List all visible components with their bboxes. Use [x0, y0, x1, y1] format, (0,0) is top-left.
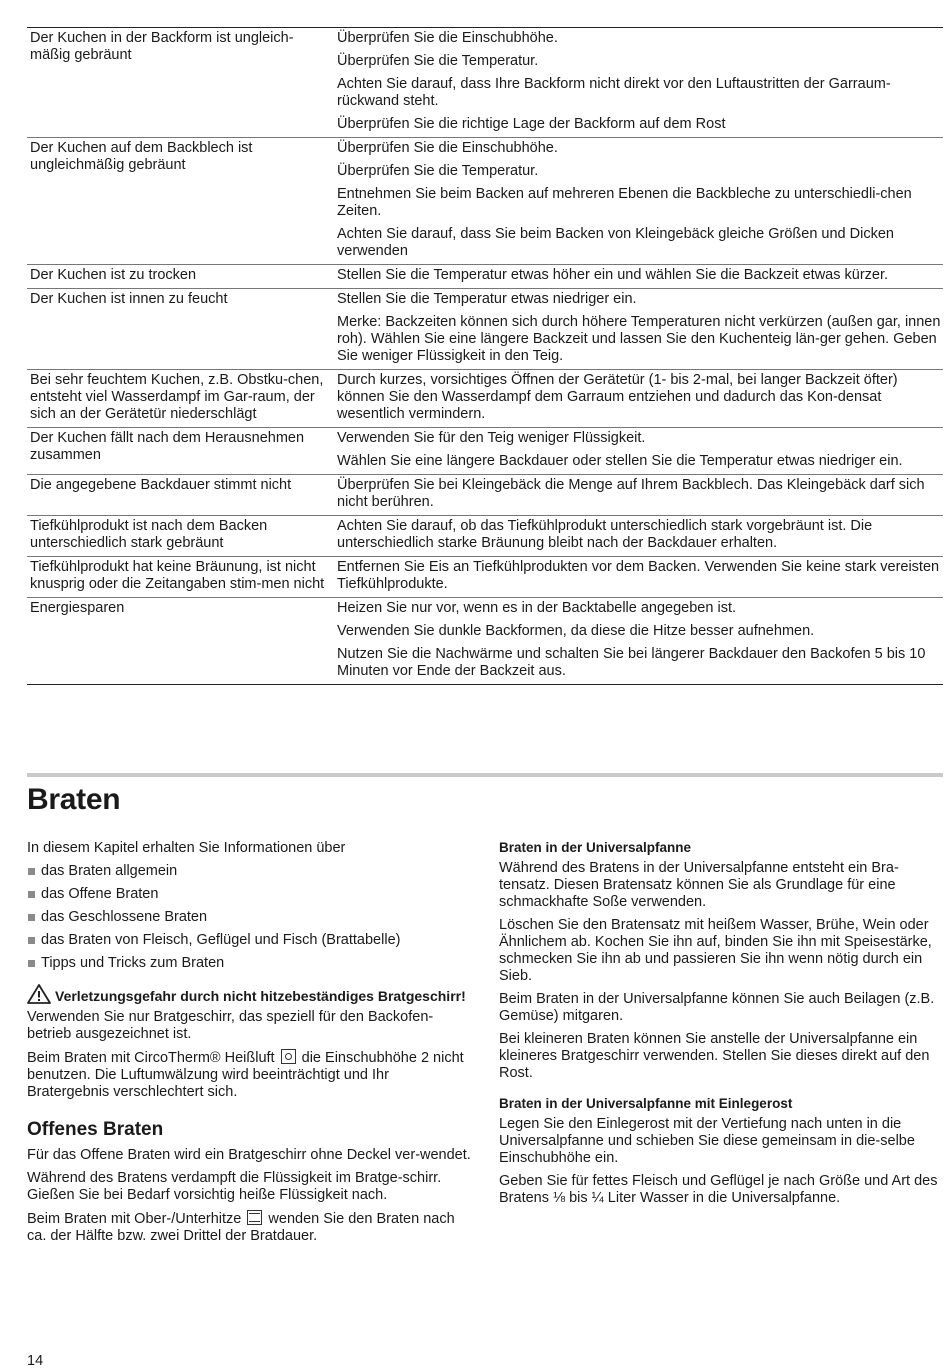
solution-text: Verwenden Sie für den Teig weniger Flüssigkeit.	[337, 430, 646, 446]
warning-triangle-icon	[27, 984, 51, 1007]
paragraph: Beim Braten in der Universalpfanne können Sie auch Beilagen (z.B. Gemüse) mitgaren.	[499, 991, 935, 1024]
section-title: Braten	[27, 783, 121, 816]
problem-cell: Der Kuchen auf dem Backblech ist ungleichmäßig gebräunt	[30, 140, 253, 173]
problem-cell: Energiesparen	[30, 600, 125, 616]
problem-cell: Der Kuchen fällt nach dem Herausnehmen zusammen	[30, 430, 305, 463]
solution-text: Überprüfen Sie die Temperatur.	[337, 163, 539, 179]
problem-cell: Die angegebene Backdauer stimmt nicht	[30, 477, 292, 493]
solution-cell	[333, 557, 943, 597]
subsection-heading: Braten in der Universalpfanne mit Einlegerost	[499, 1096, 793, 1111]
top-bottom-heat-icon	[247, 1210, 262, 1225]
paragraph: Legen Sie den Einlegerost mit der Vertiefung nach unten in die Universalpfanne und schieben Sie diese gemeinsam in die-selbe Einschubhöhe ein.	[499, 1116, 915, 1166]
solution-text: Heizen Sie nur vor, wenn es in der Backtabelle angegeben ist.	[337, 600, 736, 616]
troubleshooting-table	[27, 27, 943, 685]
solution-text: Entnehmen Sie beim Backen auf mehreren Ebenen die Backbleche zu unterschiedli-chen Zeiten.	[337, 186, 912, 219]
table-row	[27, 28, 943, 137]
table-row	[27, 288, 943, 369]
warning-heading: Verletzungsgefahr durch nicht hitzebeständiges Bratgeschirr!	[27, 984, 472, 1007]
table-row	[27, 597, 943, 684]
problem-cell: Der Kuchen in der Backform ist ungleich-mäßig gebräunt	[30, 30, 294, 63]
solution-text: Achten Sie darauf, ob das Tiefkühlprodukt unterschiedlich stark vorgebräunt ist. Die unterschiedlich starke Bräunung bleibt nach der Backdauer erhalten.	[337, 518, 873, 551]
list-item: das Braten allgemein	[27, 863, 472, 880]
solution-text: Stellen Sie die Temperatur etwas niedriger ein.	[337, 291, 637, 307]
bullet-square-icon	[28, 914, 35, 921]
solution-cell	[333, 516, 943, 556]
table-row	[27, 369, 943, 427]
paragraph: Löschen Sie den Bratensatz mit heißem Wasser, Brühe, Wein oder Ähnlichem ab. Kochen Sie ihn auf, binden Sie ihn mit Speisestärke, schmecken Sie ihn ab und passieren Sie ihn wenn nötig durch ein Sieb.	[499, 917, 932, 984]
section-divider	[27, 773, 943, 777]
table-row	[27, 427, 943, 474]
warning-text: Verwenden Sie nur Bratgeschirr, das speziell für den Backofen-betrieb ausgezeichnet ist.	[27, 1009, 434, 1042]
paragraph: Während des Bratens verdampft die Flüssigkeit im Bratge-schirr. Gießen Sie bei Bedarf vorsichtig heiße Flüssigkeit nach.	[27, 1170, 442, 1203]
list-item: das Braten von Fleisch, Geflügel und Fisch (Brattabelle)	[27, 932, 472, 949]
solution-cell	[333, 370, 943, 427]
table-row	[27, 515, 943, 556]
bullet-square-icon	[28, 868, 35, 875]
solution-text: Entfernen Sie Eis an Tiefkühlprodukten vor dem Backen. Verwenden Sie keine stark vereisten Tiefkühlprodukte.	[337, 559, 940, 592]
problem-cell: Der Kuchen ist innen zu feucht	[30, 291, 228, 307]
bullet-square-icon	[28, 960, 35, 967]
list-item: das Geschlossene Braten	[27, 909, 472, 926]
subsection-heading: Braten in der Universalpfanne	[499, 840, 692, 855]
problem-cell: Der Kuchen ist zu trocken	[30, 267, 197, 283]
paragraph: Geben Sie für fettes Fleisch und Geflügel je nach Größe und Art des Bratens ⅛ bis ¼ Liter Wasser in die Universalpfanne.	[499, 1173, 938, 1206]
problem-cell: Tiefkühlprodukt ist nach dem Backen unterschiedlich stark gebräunt	[30, 518, 268, 551]
solution-text: Überprüfen Sie die Temperatur.	[337, 53, 539, 69]
hot-air-icon	[281, 1049, 296, 1064]
problem-cell: Bei sehr feuchtem Kuchen, z.B. Obstku-chen, entsteht viel Wasserdampf im Gar-raum, der sich an der Gerätetür niederschlägt	[30, 372, 324, 422]
intro-text: In diesem Kapitel erhalten Sie Informationen über	[27, 840, 346, 856]
bullet-square-icon	[28, 937, 35, 944]
topic-list	[27, 863, 472, 972]
solution-text: Überprüfen Sie die Einschubhöhe.	[337, 140, 558, 156]
solution-text: Stellen Sie die Temperatur etwas höher ein und wählen Sie die Backzeit etwas kürzer.	[337, 267, 889, 283]
solution-text: Überprüfen Sie die Einschubhöhe.	[337, 30, 558, 46]
subsection-title: Offenes Braten	[27, 1119, 164, 1140]
paragraph: Während des Bratens in der Universalpfanne entsteht ein Bra-tensatz. Diesen Bratensatz können Sie als Grundlage für eine schmackhafte Soße verwenden.	[499, 860, 899, 910]
paragraph: Bei kleineren Braten können Sie anstelle der Universalpfanne ein kleineres Bratgeschirr verwenden. Stellen Sie dieses direkt auf den Rost.	[499, 1031, 930, 1081]
solution-cell	[333, 475, 943, 515]
solution-cell	[333, 428, 943, 474]
list-item: das Offene Braten	[27, 886, 472, 903]
solution-text: Überprüfen Sie bei Kleingebäck die Menge auf Ihrem Backblech. Das Kleingebäck darf sich nicht berühren.	[337, 477, 925, 510]
table-row	[27, 264, 943, 288]
solution-text: Durch kurzes, vorsichtiges Öffnen der Gerätetür (1- bis 2-mal, bei langer Backzeit öfter) können Sie den Wasserdampf dem Garraum entziehen und dadurch das Kon-densat wesentlich vermindern.	[337, 372, 898, 422]
table-row	[27, 556, 943, 597]
solution-text: Achten Sie darauf, dass Ihre Backform nicht direkt vor den Luftaustritten der Garraum-rückwand steht.	[337, 76, 891, 109]
problem-cell: Tiefkühlprodukt hat keine Bräunung, ist nicht knusprig oder die Zeitangaben stim-men nicht	[30, 559, 325, 592]
solution-text: Überprüfen Sie die richtige Lage der Backform auf dem Rost	[337, 116, 726, 132]
circotherm-note: Beim Braten mit CircoTherm® Heißluft die Einschubhöhe 2 nicht benutzen. Die Luftumwälzung wird beeinträchtigt und Ihr Bratergebnis verschlechtert sich.	[27, 1050, 464, 1100]
solution-text: Verwenden Sie dunkle Backformen, da diese die Hitze besser aufnehmen.	[337, 623, 815, 639]
table-row	[27, 474, 943, 515]
table-row	[27, 137, 943, 264]
solution-text: Merke: Backzeiten können sich durch höhere Temperaturen nicht verkürzen (außen gar, innen roh). Wählen Sie eine längere Backzeit und lassen Sie den Kuchenteig län-ger gehen. Geben Sie weniger Flüssigkeit in den Teig.	[337, 314, 941, 364]
list-item: Tipps und Tricks zum Braten	[27, 955, 472, 972]
bullet-square-icon	[28, 891, 35, 898]
solution-cell	[333, 138, 943, 264]
solution-cell	[333, 265, 943, 288]
solution-text: Achten Sie darauf, dass Sie beim Backen von Kleingebäck gleiche Größen und Dicken verwenden	[337, 226, 894, 259]
right-column	[499, 840, 943, 1213]
paragraph: Für das Offene Braten wird ein Bratgeschirr ohne Deckel ver-wendet.	[27, 1147, 471, 1163]
solution-cell	[333, 28, 943, 137]
solution-cell	[333, 289, 943, 369]
paragraph: Beim Braten mit Ober-/Unterhitze wenden Sie den Braten nach ca. der Hälfte bzw. zwei Drittel der Bratdauer.	[27, 1211, 455, 1244]
page-number: 14	[27, 1353, 44, 1369]
left-column	[27, 840, 472, 1251]
solution-text: Wählen Sie eine längere Backdauer oder stellen Sie die Temperatur etwas niedriger ein.	[337, 453, 903, 469]
solution-text: Nutzen Sie die Nachwärme und schalten Sie bei längerer Backdauer den Backofen 5 bis 10 Minuten vor Ende der Backzeit aus.	[337, 646, 926, 679]
solution-cell	[333, 598, 943, 684]
